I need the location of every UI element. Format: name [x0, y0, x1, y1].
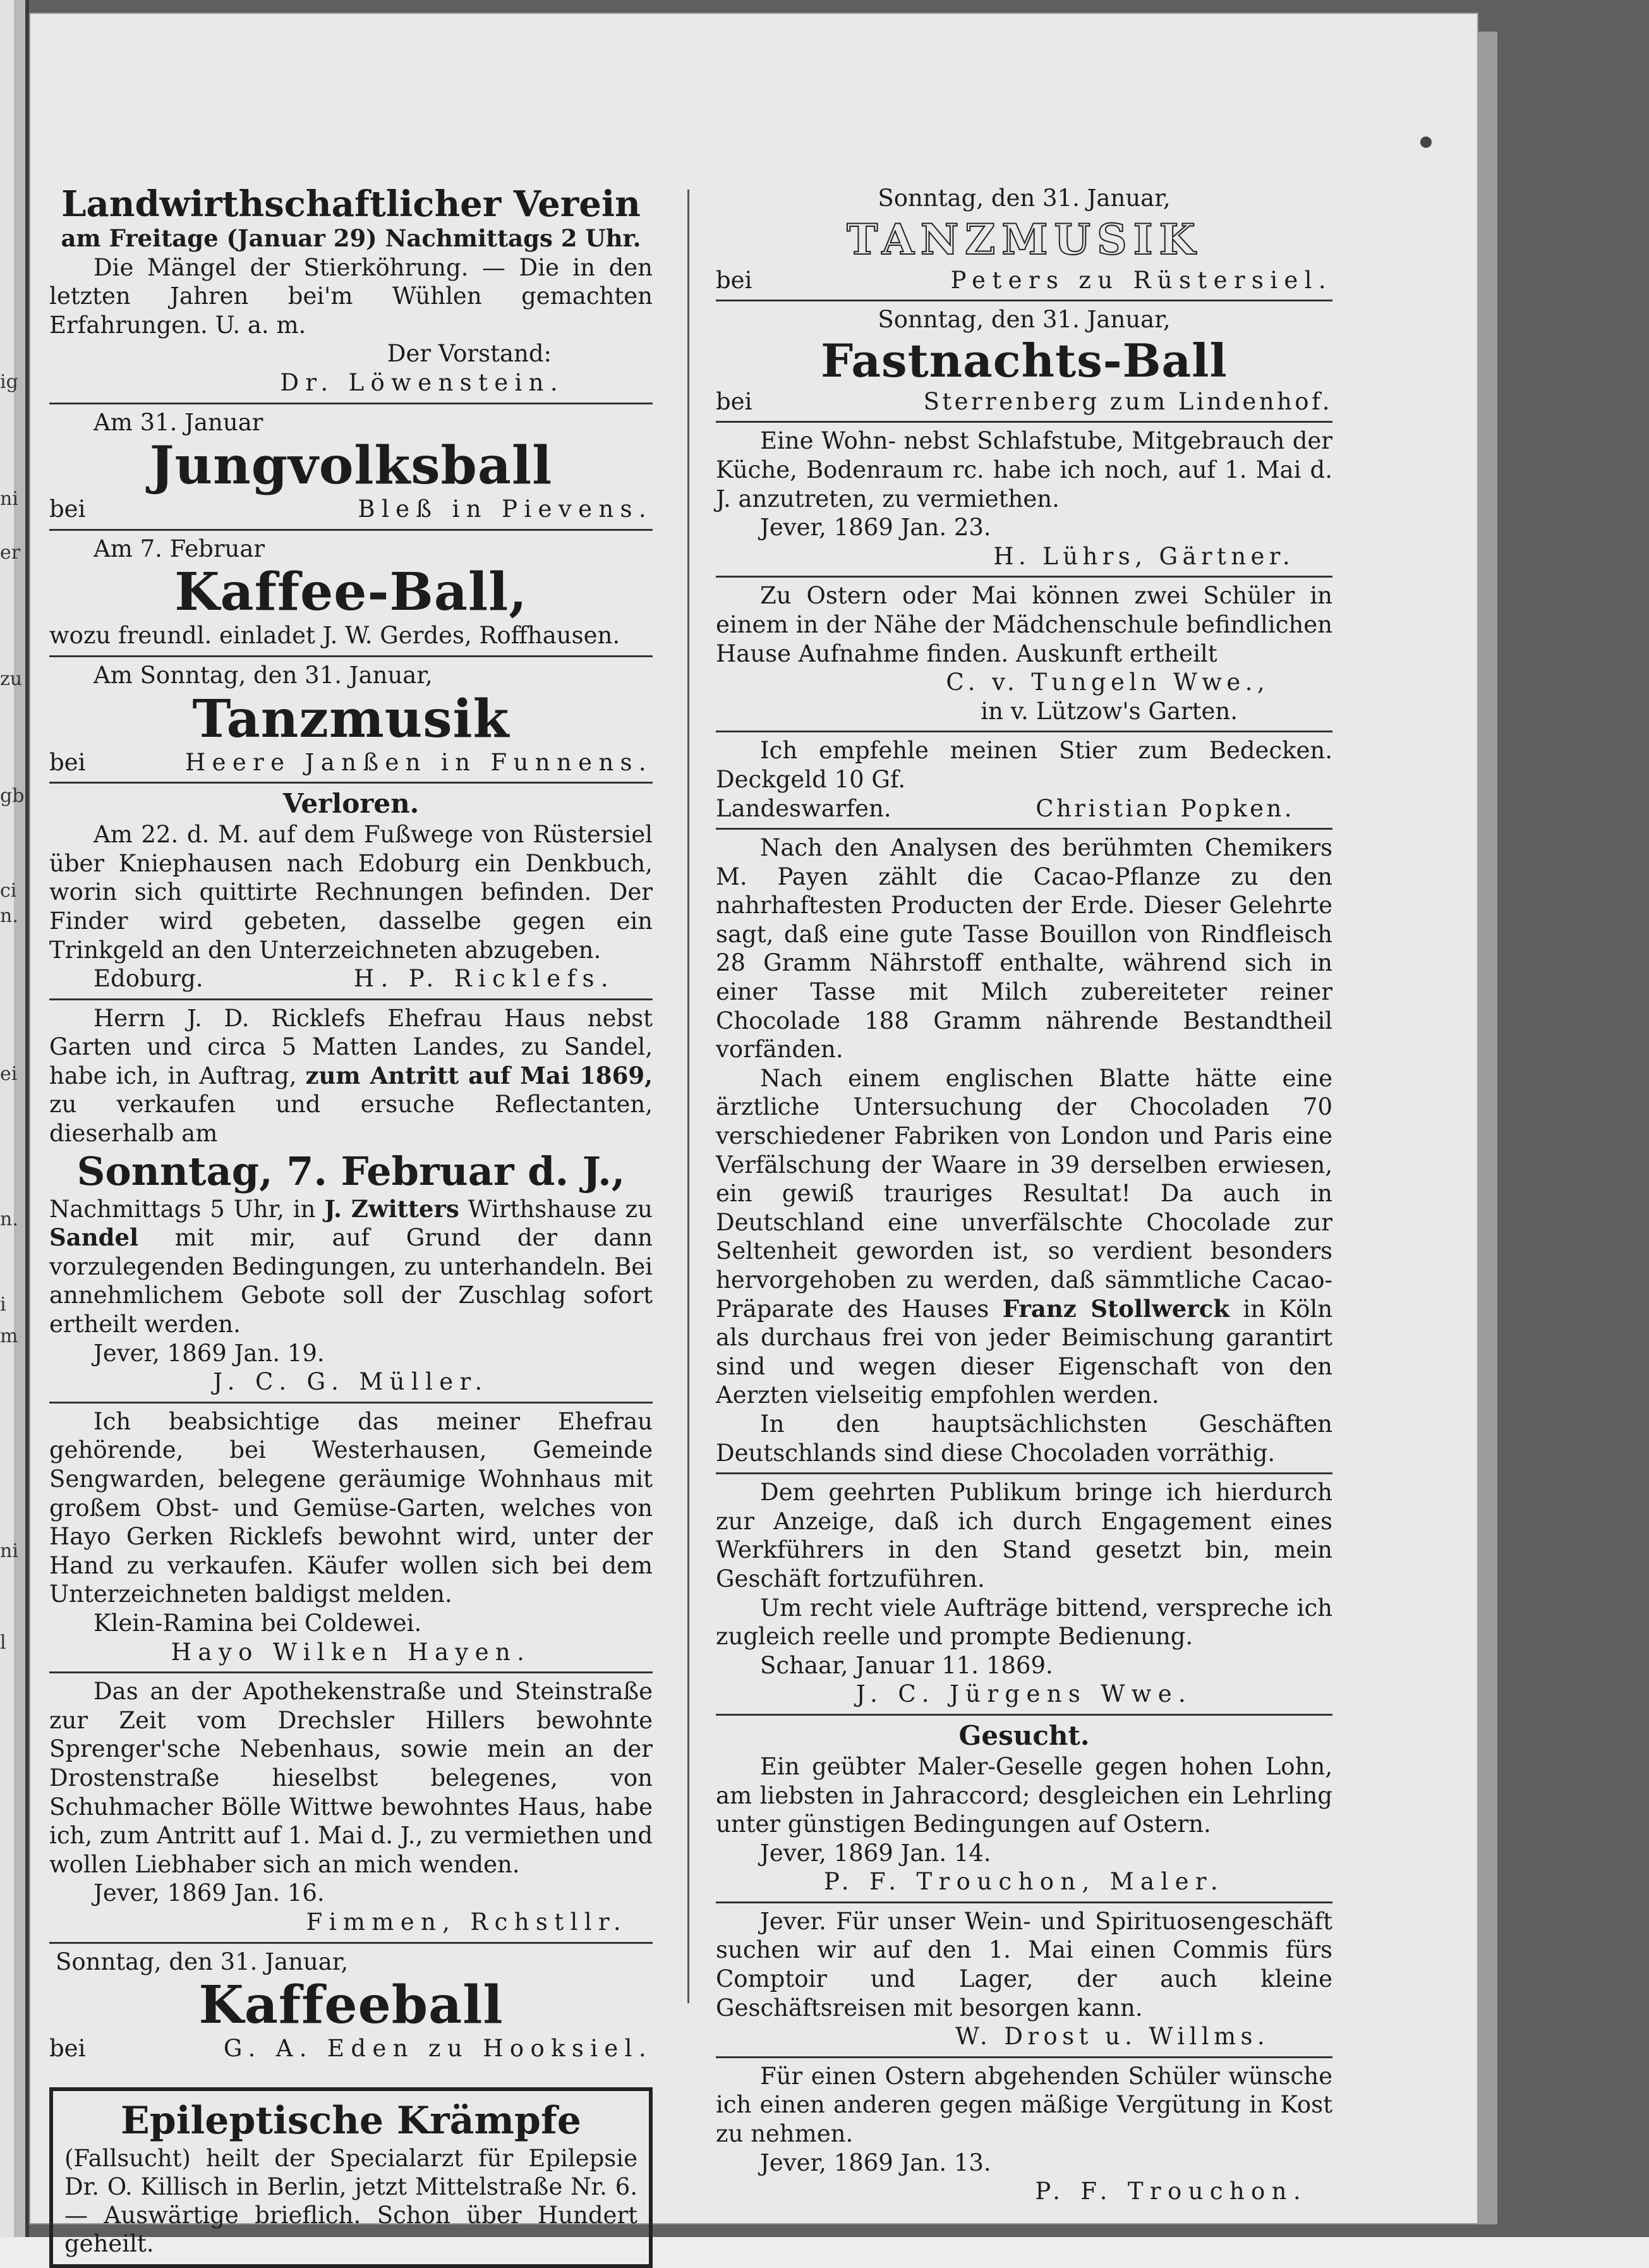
ad-body: Am 22. d. M. auf dem Fußwege von Rüstersiel über Kniephausen nach Edoburg ein Denkbuch, worin sich quittirte Rechnungen befinden. Der Finder wird gebeten, dasselbe gegen ein Trinkgeld an den Unterzeichneten abzugeben.	[49, 821, 653, 964]
ad-body: Die Mängel der Stierköhrung. — Die in den letzten Jahren bei'm Wühlen gemachten Erfahrungen. U. a. m.	[49, 253, 653, 339]
ad-name: P. F. Trouchon.	[1035, 2178, 1307, 2205]
ad-body: Ich empfehle meinen Stier zum Bedecken. Deckgeld 10 Gf.	[716, 737, 1332, 793]
gutter-fragment: ni	[0, 1540, 18, 1562]
ad-bei: bei	[49, 748, 86, 776]
ad-place: Jever, 1869 Jan. 23.	[760, 514, 991, 542]
ad-body: (Fallsucht) heilt der Specialarzt für Epilepsie Dr. O. Killisch in Berlin, jetzt Mittelstraße Nr. 6. — Auswärtige brieflich. Schon über Hundert geheilt.	[64, 2144, 637, 2257]
ad-schueler-kost	[716, 2058, 1332, 2211]
ad-place: Jever, 1869 Jan. 13.	[760, 2149, 991, 2176]
gutter-fragment: er	[0, 542, 21, 564]
gutter-fragment: ei	[0, 1063, 18, 1085]
ad-subline: am Freitage (Januar 29) Nachmittags 2 Uhr.	[61, 224, 641, 252]
ad-title: TANZMUSIK	[847, 214, 1202, 264]
ad-title: Kaffee-Ball,	[174, 562, 528, 623]
ad-tanzmusik-funnens	[49, 657, 653, 784]
page-edge-shadow	[1478, 32, 1497, 2224]
ad-title: Verloren.	[282, 788, 420, 820]
ad-vermietung-apothekenstrasse	[49, 1673, 653, 1943]
ad-stier	[716, 732, 1332, 830]
ad-name: Fimmen, Rchstllr.	[306, 1908, 627, 1936]
ad-host: Peters zu Rüstersiel.	[950, 266, 1332, 294]
ad-host: Bleß in Pievens.	[358, 495, 653, 523]
ad-host: G. A. Eden zu Hooksiel.	[223, 2035, 653, 2063]
ad-sign-name: Dr. Löwenstein.	[280, 368, 564, 396]
gutter-fragment: m	[0, 1325, 18, 1347]
gutter-fragment: ni	[0, 488, 18, 510]
ad-date: Sonntag, den 31. Januar,	[878, 185, 1171, 212]
ad-title: Tanzmusik	[192, 688, 510, 749]
ad-epileptische-kraempfe	[49, 2087, 653, 2268]
ad-schueler-aufnahme	[716, 578, 1332, 732]
ad-body: Für einen Ostern abgehenden Schüler wünsche ich einen anderen gegen mäßige Vergütung in Kost zu nehmen.	[716, 2062, 1332, 2148]
gutter-fragment: n.	[0, 1208, 18, 1230]
ad-date: Sonntag, den 31. Januar,	[56, 1948, 349, 1975]
ad-date: Am 7. Februar	[94, 535, 265, 562]
ad-title: Landwirthschaftlicher Verein	[61, 183, 641, 225]
ad-body: Dem geehrten Publikum bringe ich hierdurch zur Anzeige, daß ich durch Engagement eines Werkführers in den Stand gesetzt bin, mein Geschäft fortzuführen.	[716, 1479, 1332, 1592]
ad-tanzmusik-ruestersiel	[716, 180, 1332, 301]
ad-body-2: Um recht viele Aufträge bittend, verspreche ich zugleich reelle und prompte Bedienung.	[716, 1594, 1332, 1651]
ad-title: Fastnachts-Ball	[821, 333, 1228, 387]
ad-cacao-stollwerck	[716, 830, 1332, 1474]
ad-name: J. C. G. Müller.	[213, 1368, 489, 1396]
ad-name: Christian Popken.	[1036, 794, 1295, 822]
ad-commis	[716, 1903, 1332, 2058]
ad-wohnhaus-westerhausen	[49, 1404, 653, 1673]
ad-name: C. v. Tungeln Wwe.,	[946, 669, 1269, 696]
ad-title: Epileptische Krämpfe	[121, 2098, 581, 2143]
column-divider	[687, 190, 689, 2003]
ad-date: Am 31. Januar	[94, 408, 263, 436]
ad-kaffeeball-hooksiel	[49, 1944, 653, 2068]
ad-place: Schaar, Januar 11. 1869.	[760, 1651, 1053, 1679]
ad-gesucht	[716, 1716, 1332, 1903]
ad-body-2: Nach einem englischen Blatte hätte eine ärztliche Untersuchung der Chocoladen 70 verschiedener Fabriken von London und Paris eine Verfälschung der Waare in 39 derselben erwiesen, ein gewiß trauriges Resultat! Da auch in Deutschland eine unverfälschte Chocolade zur Seltenheit geworden ist, so verdient besonders hervorgehoben zu werden, daß sämmtliche Cacao-Präparate des Hauses Franz Stollwerck in Köln als durchaus frei von jeder Beimischung garantirt sind und wegen dieser Eigenschaft von den Aerzten vielseitig empfohlen werden.	[716, 1064, 1333, 1409]
ad-auction-date: Sonntag, 7. Februar d. J.,	[76, 1148, 625, 1194]
left-column	[49, 180, 653, 2268]
ad-date: Am Sonntag, den 31. Januar,	[94, 661, 433, 689]
ad-body: Das an der Apothekenstraße und Steinstraße zur Zeit vom Drechsler Hillers bewohnte Sprenger'sche Nebenhaus, sowie mein an der Drostenstraße hieselbst belegenes, von Schuhmacher Bölle Wittwe bewohntes Haus, habe ich, zum Antritt auf 1. Mai d. J., zu vermiethen und wollen Liebhaber sich an mich wenden.	[49, 1678, 653, 1878]
ad-body-2: Nachmittags 5 Uhr, in J. Zwitters Wirthshause zu Sandel mit mir, auf Grund der dann vorzulegenden Bedingungen, zu unterhandeln. Bei annehmlichem Gebote soll der Zuschlag sofort ertheilt werden.	[49, 1194, 653, 1338]
gutter-fragment: l	[0, 1632, 6, 1654]
ad-landwirthschaftlicher-verein	[49, 180, 653, 404]
gutter-fragment: ci	[0, 880, 17, 902]
ad-name: W. Drost u. Willms.	[955, 2023, 1269, 2051]
ad-werkfuehrer	[716, 1474, 1332, 1716]
ad-body-3: In den hauptsächlichsten Geschäften Deutschlands sind diese Chocoladen vorräthig.	[716, 1410, 1332, 1467]
ad-verloren	[49, 784, 653, 1000]
ad-sign-label: Der Vorstand:	[387, 340, 552, 368]
gutter-fragment: zu	[0, 668, 23, 690]
ad-body: Ein geübter Maler-Geselle gegen hohen Lohn, am liebsten in Jahraccord; desgleichen ein Lehrling unter günstigen Bedingungen auf Ostern.	[716, 1752, 1332, 1838]
ad-place: Edoburg.	[94, 965, 203, 993]
ad-body: Jever. Für unser Wein- und Spirituosengeschäft suchen wir auf den 1. Mai einen Commis fürs Comptoir und Lager, der auch kleine Geschäftsreisen mit besorgen kann.	[716, 1907, 1332, 2022]
ad-bei: bei	[716, 387, 752, 415]
ad-host: Sterrenberg zum Lindenhof.	[923, 387, 1332, 415]
ad-name: H. Lührs, Gärtner.	[993, 542, 1295, 570]
ad-title: Gesucht.	[958, 1719, 1090, 1751]
ad-body: Herrn J. D. Ricklefs Ehefrau Haus nebst Garten und circa 5 Matten Landes, zu Sandel, habe ich, in Auftrag, zum Antritt auf Mai 1869, zu verkaufen und ersuche Reflectanten, dieserhalb am	[49, 1004, 653, 1148]
ad-name: H. P. Ricklefs.	[353, 965, 615, 993]
ink-dot	[1420, 136, 1432, 148]
right-column	[716, 180, 1332, 2211]
ad-name: P. F. Trouchon, Maler.	[824, 1868, 1224, 1896]
ad-host: Heere Janßen in Funnens.	[184, 748, 653, 776]
ad-bei: bei	[49, 2035, 86, 2063]
gutter-fragment: ig	[0, 371, 18, 393]
ad-body: Nach den Analysen des berühmten Chemikers M. Payen zählt die Cacao-Pflanze zu den nahrhaftesten Producten der Erde. Dieser Gelehrte sagt, daß eine gute Tasse Bouillon von Rindfleisch 28 Gramm Nährstoff enthalte, während sich in einer Tasse mit Milch zubereiteter reiner Chocolade 188 Gramm nährende Bestandtheil vorfänden.	[716, 834, 1332, 1064]
ad-title: Jungvolksball	[149, 435, 553, 497]
ad-name: Hayo Wilken Hayen.	[171, 1638, 531, 1666]
ad-bei: bei	[716, 266, 752, 294]
gutter-fragment: gb	[0, 785, 25, 807]
ad-hausverkauf-sandel	[49, 1000, 653, 1404]
ad-name: J. C. Jürgens Wwe.	[855, 1680, 1193, 1708]
ad-bei: bei	[49, 495, 86, 523]
ad-place: Jever, 1869 Jan. 19.	[94, 1339, 325, 1367]
ad-body: Ich beabsichtige das meiner Ehefrau gehörende, bei Westerhausen, Gemeinde Sengwarden, belegene geräumige Wohnhaus mit großem Obst- und Gemüse-Garten, welches von Hayo Gerken Ricklefs bewohnt wird, unter der Hand zu verkaufen. Käufer wollen sich bei dem Unterzeichneten baldigst melden.	[49, 1407, 653, 1608]
previous-page-strip	[0, 0, 25, 2237]
ad-fastnachts-ball	[716, 301, 1332, 423]
ad-kaffee-ball	[49, 531, 653, 657]
gutter-fragment: i	[0, 1294, 6, 1316]
ad-place: Klein-Ramina bei Coldewei.	[94, 1609, 422, 1637]
ad-place: Jever, 1869 Jan. 14.	[760, 1839, 991, 1867]
ad-place: Jever, 1869 Jan. 16.	[94, 1879, 325, 1907]
ad-jungvolksball	[49, 404, 653, 531]
ad-address: in v. Lützow's Garten.	[981, 697, 1238, 725]
ad-date: Sonntag, den 31. Januar,	[878, 306, 1171, 334]
ad-body: Zu Ostern oder Mai können zwei Schüler in einem in der Nähe der Mädchenschule befindlichen Hause Aufnahme finden. Auskunft ertheilt	[716, 582, 1332, 667]
gutter-fragment: n.	[0, 905, 18, 927]
ad-wohnung	[716, 423, 1332, 578]
ad-title: Kaffeeball	[198, 1975, 504, 2036]
ad-invite: wozu freundl. einladet J. W. Gerdes, Roffhausen.	[49, 622, 620, 650]
ad-place: Landeswarfen.	[716, 794, 891, 822]
ad-body: Eine Wohn- nebst Schlafstube, Mitgebrauch der Küche, Bodenraum rc. habe ich noch, auf 1. Mai d. J. anzutreten, zu vermiethen.	[716, 427, 1332, 512]
